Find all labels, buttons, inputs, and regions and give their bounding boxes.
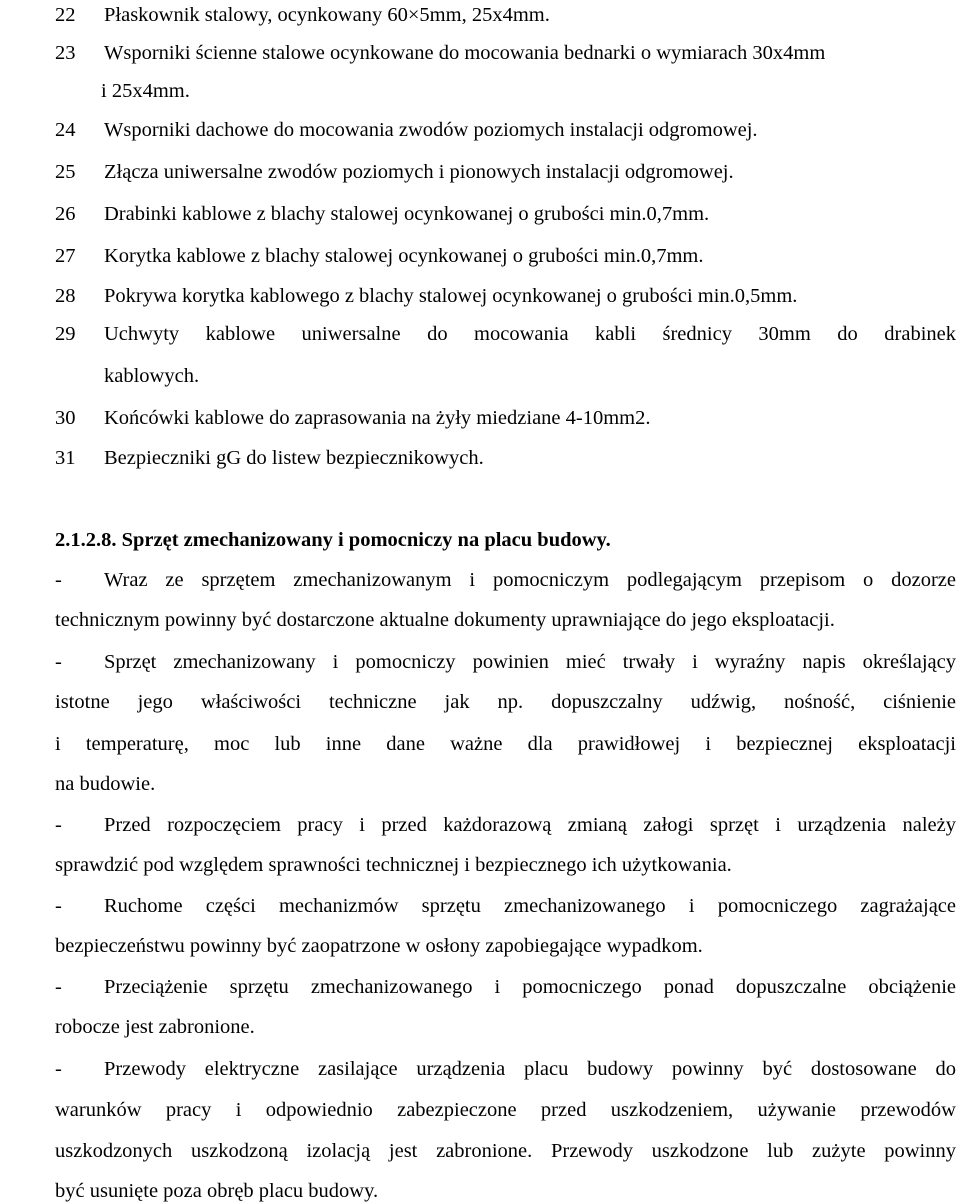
paragraph-first-line: Wraz ze sprzętem zmechanizowanym i pomocniczym podlegającym przepisom o dozorze	[104, 569, 956, 591]
list-number: 29	[55, 323, 76, 345]
list-item: Uchwyty kablowe uniwersalne do mocowania kabli średnicy 30mm do drabinek	[104, 323, 956, 345]
list-number: 26	[55, 203, 76, 225]
section-heading: 2.1.2.8. Sprzęt zmechanizowany i pomocniczy na placu budowy.	[55, 529, 611, 551]
list-item: Złącza uniwersalne zwodów poziomych i pionowych instalacji odgromowej.	[104, 161, 734, 183]
paragraph-first-line: Ruchome części mechanizmów sprzętu zmechanizowanego i pomocniczego zagrażające	[104, 895, 956, 917]
bullet-dash: -	[55, 651, 62, 673]
paragraph-line: na budowie.	[55, 773, 156, 795]
bullet-dash: -	[55, 1058, 62, 1080]
paragraph-first-line: Sprzęt zmechanizowany i pomocniczy powinien mieć trwały i wyraźny napis określający	[104, 651, 956, 673]
list-number: 22	[55, 4, 76, 26]
paragraph-first-line: Przewody elektryczne zasilające urządzenia placu budowy powinny być dostosowane do	[104, 1058, 956, 1080]
paragraph-line: być usunięte poza obręb placu budowy.	[55, 1180, 379, 1202]
bullet-dash: -	[55, 895, 62, 917]
paragraph-line: technicznym powinny być dostarczone aktualne dokumenty uprawniające do jego eksploatacji.	[55, 609, 835, 631]
list-item: Końcówki kablowe do zaprasowania na żyły miedziane 4-10mm2.	[104, 407, 651, 429]
bullet-dash: -	[55, 814, 62, 836]
list-item: Bezpieczniki gG do listew bezpiecznikowych.	[104, 447, 484, 469]
paragraph-line: istotne jego właściwości techniczne jak np. dopuszczalny udźwig, nośność, ciśnienie	[55, 691, 956, 713]
list-item: Pokrywa korytka kablowego z blachy stalowej ocynkowanej o grubości min.0,5mm.	[104, 285, 798, 307]
list-item: Wsporniki ścienne stalowe ocynkowane do mocowania bednarki o wymiarach 30x4mm	[104, 42, 826, 64]
list-number: 25	[55, 161, 76, 183]
bullet-dash: -	[55, 569, 62, 591]
bullet-dash: -	[55, 976, 62, 998]
paragraph-line: uszkodzonych uszkodzoną izolacją jest zabronione. Przewody uszkodzone lub zużyte powinny	[55, 1140, 956, 1162]
list-item: Płaskownik stalowy, ocynkowany 60×5mm, 25x4mm.	[104, 4, 550, 26]
list-number: 31	[55, 447, 76, 469]
paragraph-line: bezpieczeństwu powinny być zaopatrzone w osłony zapobiegające wypadkom.	[55, 935, 703, 957]
list-item-continuation: kablowych.	[104, 365, 200, 387]
list-item-continuation: i 25x4mm.	[101, 80, 190, 102]
list-number: 24	[55, 119, 76, 141]
list-number: 28	[55, 285, 76, 307]
list-item: Wsporniki dachowe do mocowania zwodów poziomych instalacji odgromowej.	[104, 119, 758, 141]
list-item: Korytka kablowe z blachy stalowej ocynkowanej o grubości min.0,7mm.	[104, 245, 704, 267]
paragraph-first-line: Przeciążenie sprzętu zmechanizowanego i pomocniczego ponad dopuszczalne obciążenie	[104, 976, 956, 998]
paragraph-line: robocze jest zabronione.	[55, 1016, 255, 1038]
paragraph-line: sprawdzić pod względem sprawności technicznej i bezpiecznego ich użytkowania.	[55, 854, 732, 876]
list-number: 30	[55, 407, 76, 429]
list-item: Drabinki kablowe z blachy stalowej ocynkowanej o grubości min.0,7mm.	[104, 203, 710, 225]
paragraph-line: warunków pracy i odpowiednio zabezpieczone przed uszkodzeniem, używanie przewodów	[55, 1099, 956, 1121]
list-number: 23	[55, 42, 76, 64]
list-number: 27	[55, 245, 76, 267]
paragraph-line: i temperaturę, moc lub inne dane ważne dla prawidłowej i bezpiecznej eksploatacji	[55, 733, 956, 755]
paragraph-first-line: Przed rozpoczęciem pracy i przed każdorazową zmianą załogi sprzęt i urządzenia należy	[104, 814, 956, 836]
